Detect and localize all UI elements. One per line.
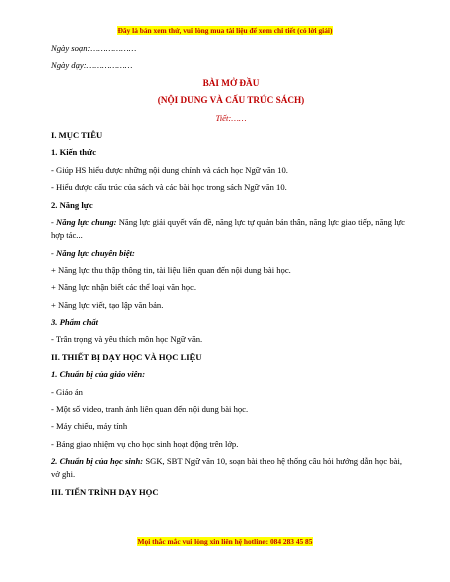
kien-thuc-item-1: - Giúp HS hiểu được những nội dung chính và cách học Ngữ văn 10.	[51, 164, 288, 175]
preview-notice-banner	[0, 26, 450, 35]
document-body	[51, 42, 411, 503]
nang-luc-chuyen-biet-label: - Năng lực chuyên biệt:	[51, 247, 135, 258]
nang-luc-item-3: + Năng lực viết, tạo lập văn bản.	[51, 299, 164, 310]
ngay-day: Ngày dạy:………………	[51, 60, 133, 71]
giao-vien-item-2: - Một số video, tranh ảnh liên quan đến nội dung bài học.	[51, 404, 249, 415]
hotline-text: Mọi thắc mắc vui lòng xin liên hệ hotline: 084 283 45 85	[137, 537, 313, 546]
nang-luc-chung-text: Năng lực giải quyết vấn đề, năng lực tự quản bản thân, năng lực giao tiếp, năng lực hợp tác...	[51, 216, 405, 241]
lesson-period: Tiết:……	[215, 112, 247, 123]
preview-notice-text: Đây là bản xem thử, vui lòng mua tài liệu để xem chi tiết (có lời giải)	[117, 26, 333, 35]
giao-vien-item-4: - Bảng giao nhiệm vụ cho học sinh hoạt động trên lớp.	[51, 438, 239, 449]
heading-giao-vien: 1. Chuẩn bị của giáo viên:	[51, 369, 146, 380]
lesson-title: BÀI MỞ ĐẦU	[202, 77, 260, 88]
section-tien-trinh: III. TIẾN TRÌNH DẠY HỌC	[51, 486, 159, 497]
giao-vien-item-1: - Giáo án	[51, 386, 83, 397]
heading-pham-chat: 3. Phẩm chất	[51, 317, 99, 328]
kien-thuc-item-2: - Hiểu được cấu trúc của sách và các bài học trong sách Ngữ văn 10.	[51, 182, 287, 193]
heading-kien-thuc: 1. Kiến thức	[51, 147, 97, 158]
hotline-banner	[0, 537, 450, 546]
hoc-sinh-text: SGK, SBT Ngữ văn 10, soạn bài theo hệ thống câu hỏi hướng dẫn học bài, vở ghi.	[51, 456, 403, 480]
hoc-sinh	[51, 455, 411, 481]
nang-luc-chung-label: - Năng lực chung:	[51, 216, 117, 227]
giao-vien-item-3: - Máy chiếu, máy tính	[51, 421, 128, 432]
lesson-subtitle: (NỘI DUNG VÀ CẤU TRÚC SÁCH)	[157, 95, 305, 106]
nang-luc-item-1: + Năng lực thu thập thông tin, tài liệu liên quan đến nội dung bài học.	[51, 264, 291, 275]
ngay-soan: Ngày soạn:………………	[51, 43, 137, 53]
heading-nang-luc: 2. Năng lực	[51, 199, 93, 210]
section-muc-tieu: I. MỤC TIÊU	[51, 129, 103, 140]
hoc-sinh-label: 2. Chuẩn bị của học sinh:	[51, 456, 144, 467]
section-thiet-bi: II. THIẾT BỊ DẠY HỌC VÀ HỌC LIỆU	[51, 351, 202, 362]
nang-luc-chung	[51, 216, 411, 242]
pham-chat-item-1: - Trân trọng và yêu thích môn học Ngữ văn.	[51, 334, 203, 345]
nang-luc-item-2: + Năng lực nhận biết các thể loại văn học.	[51, 282, 197, 293]
